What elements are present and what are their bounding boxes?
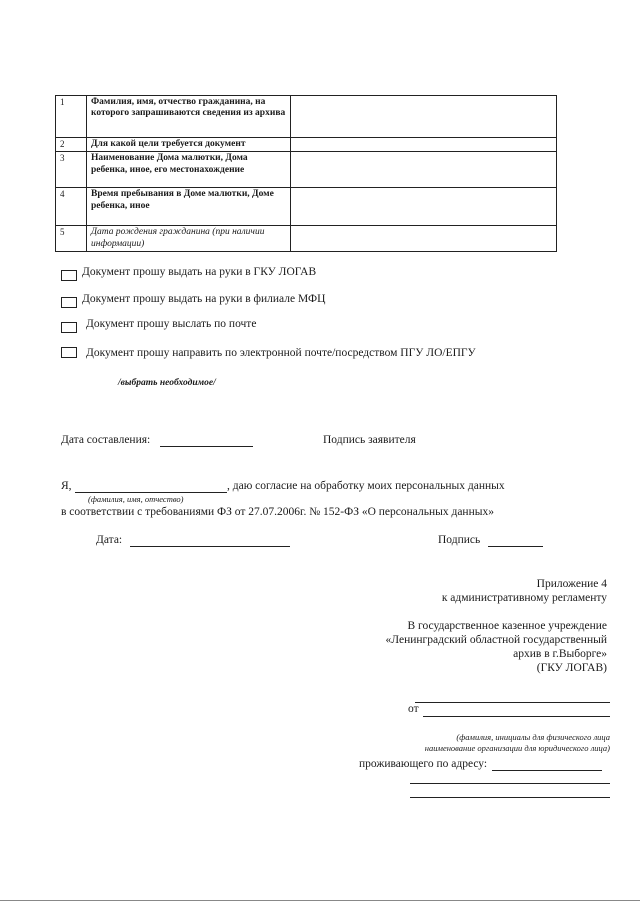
row-value-cell[interactable] [291, 96, 557, 138]
from-hint-2: наименование организации для юридического лица) [424, 743, 610, 753]
row-label: Наименование Дома малютки, Дома ребенка, иное, его местонахождение [87, 152, 291, 188]
row-number: 3 [56, 152, 87, 188]
from-line-1[interactable] [415, 702, 610, 703]
option-label-logav: Документ прошу выдать на руки в ГКУ ЛОГАВ [82, 266, 317, 278]
consent-text: , даю согласие на обработку моих персональных данных [227, 480, 505, 492]
from-label: от [408, 703, 419, 715]
row-label: Для какой цели требуется документ [87, 138, 291, 152]
option-checkbox-logav[interactable] [61, 270, 77, 281]
table-row [56, 152, 557, 188]
date-compiled-label: Дата составления: [61, 434, 151, 446]
consent-prefix: Я, [61, 480, 72, 492]
option-label-email: Документ прошу направить по электронной почте/посредством ПГУ ЛО/ЕПГУ [86, 347, 476, 359]
addressee-line-3: архив в г.Выборге» [513, 648, 607, 660]
row-label: Фамилия, имя, отчество гражданина, на которого запрашиваются сведения из архива [87, 96, 291, 138]
consent-law-text: в соответствии с требованиями ФЗ от 27.07.2006г. № 152-ФЗ «О персональных данных» [61, 506, 494, 518]
addressee-line-1: В государственное казенное учреждение [407, 620, 607, 632]
row-label: Дата рождения гражданина (при наличии информации) [87, 226, 291, 252]
row-number: 4 [56, 188, 87, 226]
from-line-2[interactable] [423, 716, 610, 717]
appendix-regulation: к административному регламенту [441, 592, 607, 604]
consent-date-label: Дата: [96, 534, 123, 546]
option-checkbox-email[interactable] [61, 347, 77, 358]
consent-name-field[interactable] [75, 492, 227, 493]
option-checkbox-mfc[interactable] [61, 297, 77, 308]
table-row [56, 188, 557, 226]
address-line-1[interactable] [492, 770, 602, 771]
row-value-cell[interactable] [291, 188, 557, 226]
row-label: Время пребывания в Доме малютки, Доме ребенка, иное [87, 188, 291, 226]
option-checkbox-post[interactable] [61, 322, 77, 333]
table-row [56, 226, 557, 252]
address-line-3[interactable] [410, 797, 610, 798]
choose-note: /выбрать необходимое/ [118, 378, 216, 388]
option-label-mfc: Документ прошу выдать на руки в филиале МФЦ [82, 293, 326, 305]
from-hint-1: (фамилия, инициалы для физического лица [456, 732, 610, 742]
consent-signature-field[interactable] [488, 546, 543, 547]
row-number: 2 [56, 138, 87, 152]
consent-signature-label: Подпись [438, 534, 481, 546]
addressee-line-2: «Ленинградский областной государственный [385, 634, 607, 646]
row-value-cell[interactable] [291, 152, 557, 188]
consent-name-hint: (фамилия, имя, отчество) [88, 494, 184, 504]
option-label-post: Документ прошу выслать по почте [86, 318, 257, 330]
request-table [55, 95, 557, 252]
row-number: 5 [56, 226, 87, 252]
page-bottom-border [0, 900, 640, 901]
address-line-2[interactable] [410, 783, 610, 784]
appendix-number: Приложение 4 [536, 578, 607, 590]
address-label: проживающего по адресу: [359, 758, 488, 770]
row-number: 1 [56, 96, 87, 138]
consent-date-field[interactable] [130, 546, 290, 547]
row-value-cell[interactable] [291, 226, 557, 252]
table-row [56, 96, 557, 138]
row-value-cell[interactable] [291, 138, 557, 152]
table-row [56, 138, 557, 152]
addressee-line-4: (ГКУ ЛОГАВ) [536, 662, 607, 674]
date-compiled-field[interactable] [160, 446, 253, 447]
applicant-signature-label: Подпись заявителя [323, 434, 416, 446]
